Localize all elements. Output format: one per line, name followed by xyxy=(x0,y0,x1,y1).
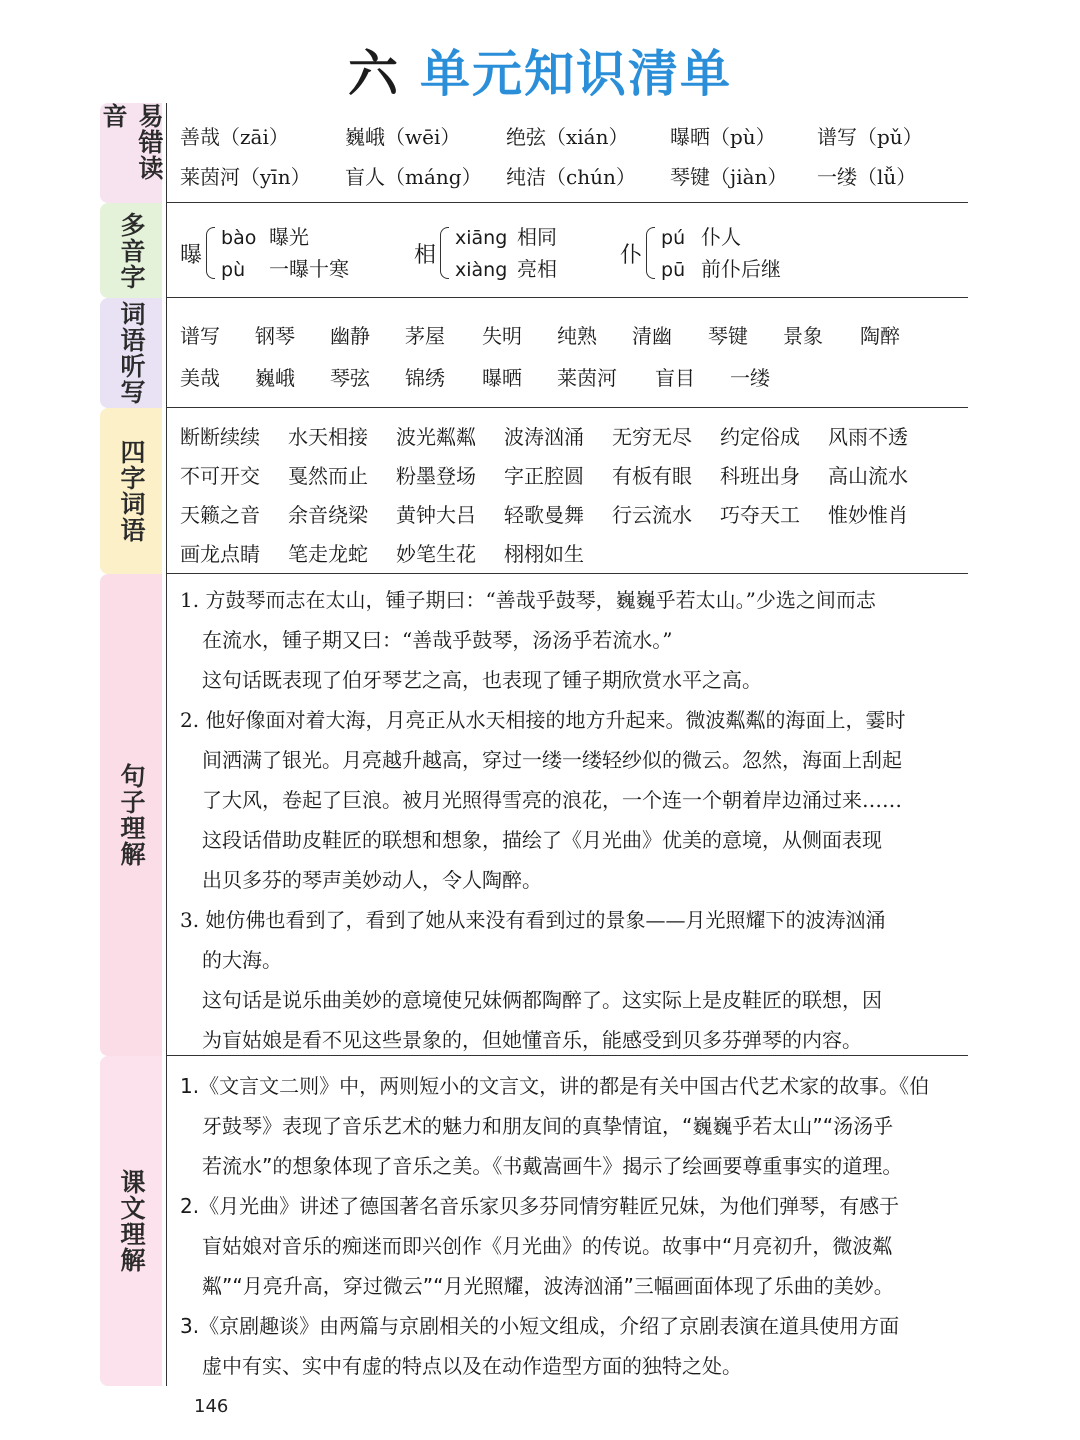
idiom: 行云流水 xyxy=(612,503,692,527)
sentence-quote: 3. 她仿佛也看到了，看到了她从来没有看到过的景象——月光照耀下的波涛汹涌 xyxy=(180,908,886,932)
dictation-word: 钢琴 xyxy=(255,324,295,348)
idiom: 断断续续 xyxy=(180,425,260,449)
dictation-word: 盲目 xyxy=(655,366,695,390)
section-tab: 易错读音 xyxy=(100,103,162,203)
dictation-word: 陶醉 xyxy=(860,324,900,348)
section-tab: 课文理解 xyxy=(100,1056,162,1386)
unit-number: 六 xyxy=(348,45,400,103)
polyphonic-item: 曝 bào 曝光 pù 一曝十寒 xyxy=(180,225,350,281)
idiom: 余音绕梁 xyxy=(288,503,368,527)
idiom: 妙笔生花 xyxy=(396,542,476,566)
idiom: 黄钟大吕 xyxy=(396,503,476,527)
idiom: 水天相接 xyxy=(288,425,368,449)
idiom: 栩栩如生 xyxy=(504,542,584,566)
idiom: 粉墨登场 xyxy=(396,464,476,488)
idiom: 笔走龙蛇 xyxy=(288,542,368,566)
sentence-analysis: 这句话既表现了伯牙琴艺之高，也表现了锺子期欣赏水平之高。 xyxy=(202,668,762,692)
pronunciation-item: 曝晒（pù） xyxy=(670,125,776,149)
idiom: 惟妙惟肖 xyxy=(828,503,908,527)
polyphonic-char: 仆 xyxy=(620,242,643,268)
page-number: 146 xyxy=(194,1396,229,1417)
text-summary: 牙鼓琴》表现了音乐艺术的魅力和朋友间的真挚情谊，“巍巍乎若太山”“汤汤乎 xyxy=(202,1114,894,1138)
pronunciation-item: 莱茵河（yīn） xyxy=(180,165,311,189)
section-texts xyxy=(100,1056,968,1386)
idiom: 无穷无尽 xyxy=(612,425,692,449)
sentence-analysis: 这段话借助皮鞋匠的联想和想象，描绘了《月光曲》优美的意境，从侧面表现 xyxy=(202,828,882,852)
dictation-word: 景象 xyxy=(783,324,823,348)
section-polyphonic xyxy=(100,203,968,298)
pronunciation-item: 纯洁（chún） xyxy=(506,165,636,189)
text-block xyxy=(180,1066,960,1386)
dictation-word: 曝晒 xyxy=(482,366,522,390)
dictation-word: 锦绣 xyxy=(405,366,445,390)
sentence-quote: 的大海。 xyxy=(202,948,282,972)
sentence-quote: 间洒满了银光。月亮越升越高，穿过一缕一缕轻纱似的微云。忽然，海面上刮起 xyxy=(202,748,902,772)
section-sentences xyxy=(100,574,968,1056)
idiom: 风雨不透 xyxy=(828,425,908,449)
pronunciation-item: 巍峨（wēi） xyxy=(345,125,461,149)
idiom: 波光粼粼 xyxy=(396,425,476,449)
text-summary: 粼”“月亮升高，穿过微云”“月光照耀，波涛汹涌”三幅画面体现了乐曲的美妙。 xyxy=(202,1274,894,1298)
unit-title: 单元知识清单 xyxy=(420,45,732,103)
polyphonic-item: 相 xiāng 相同 xiàng 亮相 xyxy=(414,225,558,281)
text-summary: 3.《京剧趣谈》由两篇与京剧相关的小短文组成，介绍了京剧表演在道具使用方面 xyxy=(180,1314,900,1338)
section-tab: 词语听写 xyxy=(100,298,162,408)
text-summary: 虚中有实、实中有虚的特点以及在动作造型方面的独特之处。 xyxy=(202,1354,742,1378)
sentence-quote: 在流水，锺子期又曰：“善哉乎鼓琴，汤汤乎若流水。” xyxy=(202,628,673,652)
idiom: 天籁之音 xyxy=(180,503,260,527)
dictation-word: 一缕 xyxy=(730,366,770,390)
dictation-word: 美哉 xyxy=(180,366,220,390)
idiom: 高山流水 xyxy=(828,464,908,488)
sentence-quote: 1. 方鼓琴而志在太山，锺子期曰：“善哉乎鼓琴，巍巍乎若太山。”少选之间而志 xyxy=(180,588,876,612)
sentence-quote: 2. 他好像面对着大海，月亮正从水天相接的地方升起来。微波粼粼的海面上，霎时 xyxy=(180,708,906,732)
idiom: 字正腔圆 xyxy=(504,464,584,488)
pronunciation-item: 盲人（máng） xyxy=(345,165,482,189)
sentence-block xyxy=(180,580,960,1060)
dictation-word: 琴弦 xyxy=(330,366,370,390)
idiom: 画龙点睛 xyxy=(180,542,260,566)
text-summary: 2.《月光曲》讲述了德国著名音乐家贝多芬同情穷鞋匠兄妹，为他们弹琴，有感于 xyxy=(180,1194,900,1218)
polyphonic-item: 仆 pú 仆人 pū 前仆后继 xyxy=(620,225,782,281)
idiom: 不可开交 xyxy=(180,464,260,488)
idiom: 约定俗成 xyxy=(720,425,800,449)
sentence-analysis: 出贝多芬的琴声美妙动人，令人陶醉。 xyxy=(202,868,542,892)
polyphonic-char: 曝 xyxy=(180,242,203,268)
pronunciation-item: 谱写（pǔ） xyxy=(817,125,923,149)
section-tab: 句子理解 xyxy=(100,574,162,1056)
pronunciation-item: 善哉（zāi） xyxy=(180,125,289,149)
section-idioms xyxy=(100,408,968,574)
idiom: 波涛汹涌 xyxy=(504,425,584,449)
dictation-word: 纯熟 xyxy=(557,324,597,348)
text-summary: 1.《文言文二则》中，两则短小的文言文，讲的都是有关中国古代艺术家的故事。《伯 xyxy=(180,1074,930,1098)
dictation-word: 茅屋 xyxy=(405,324,445,348)
sentence-analysis: 这句话是说乐曲美妙的意境使兄妹俩都陶醉了。这实际上是皮鞋匠的联想，因 xyxy=(202,988,882,1012)
dictation-word: 谱写 xyxy=(180,324,220,348)
idiom: 戛然而止 xyxy=(288,464,368,488)
section-tab: 多音字 xyxy=(100,203,162,298)
idiom: 科班出身 xyxy=(720,464,800,488)
idiom: 轻歌曼舞 xyxy=(504,503,584,527)
dictation-word: 琴键 xyxy=(708,324,748,348)
dictation-word: 幽静 xyxy=(330,324,370,348)
page-title xyxy=(0,34,1080,106)
sentence-analysis: 为盲姑娘是看不见这些景象的，但她懂音乐，能感受到贝多芬弹琴的内容。 xyxy=(202,1028,862,1052)
idiom: 巧夺天工 xyxy=(720,503,800,527)
section-pronunciation xyxy=(100,103,968,203)
pronunciation-item: 一缕（lǚ） xyxy=(817,165,917,189)
dictation-word: 失明 xyxy=(482,324,522,348)
polyphonic-char: 相 xyxy=(414,242,437,268)
text-summary: 若流水”的想象体现了音乐之美。《书戴嵩画牛》揭示了绘画要尊重事实的道理。 xyxy=(202,1154,903,1178)
dictation-word: 莱茵河 xyxy=(557,366,617,390)
pronunciation-item: 琴键（jiàn） xyxy=(670,165,788,189)
section-tab: 四字词语 xyxy=(100,408,162,574)
dictation-word: 清幽 xyxy=(632,324,672,348)
idiom: 有板有眼 xyxy=(612,464,692,488)
section-dictation xyxy=(100,298,968,408)
text-summary: 盲姑娘对音乐的痴迷而即兴创作《月光曲》的传说。故事中“月亮初升，微波粼 xyxy=(202,1234,893,1258)
dictation-word: 巍峨 xyxy=(255,366,295,390)
sentence-quote: 了大风，卷起了巨浪。被月光照得雪亮的浪花，一个连一个朝着岸边涌过来…… xyxy=(202,788,902,812)
pronunciation-item: 绝弦（xián） xyxy=(506,125,629,149)
